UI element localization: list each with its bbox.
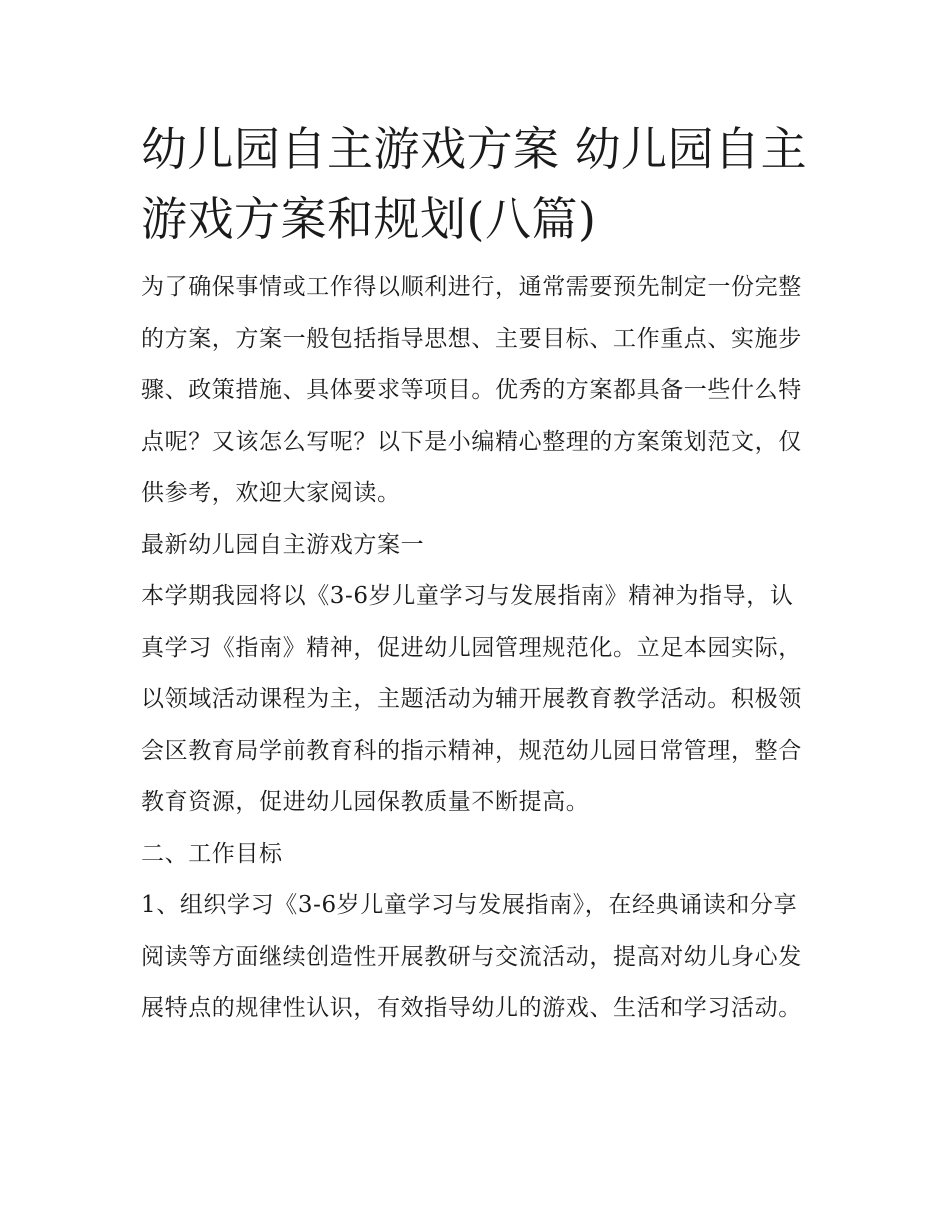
goal-item-1: 1、组织学习《3-6岁儿童学习与发展指南》，在经典诵读和分享阅读等方面继续创造性开展教研与交流活动，提高对幼儿身心发展特点的规律性认识，有效指导幼儿的游戏、生活和学习活动。 — [141, 892, 802, 1021]
section-heading-work-goals: 二、工作目标 — [141, 840, 283, 867]
document-body — [141, 114, 813, 1035]
intro-paragraph: 为了确保事情或工作得以顺利进行，通常需要预先制定一份完整的方案，方案一般包括指导思想、主要目标、工作重点、实施步骤、政策措施、具体要求等项目。优秀的方案都具备一些什么特点呢？又该怎么写呢？以下是小编精心整理的方案策划范文，仅供参考，欢迎大家阅读。 — [141, 274, 802, 506]
guiding-paragraph: 本学期我园将以《3-6岁儿童学习与发展指南》精神为指导，认真学习《指南》精神，促进幼儿园管理规范化。立足本园实际，以领域活动课程为主，主题活动为辅开展教育教学活动。积极领会区教育局学前教育科的指示精神，规范幼儿园日常管理，整合教育资源，促进幼儿园保教质量不断提高。 — [141, 583, 802, 815]
section-heading-plan-one: 最新幼儿园自主游戏方案一 — [141, 531, 425, 558]
document-title: 幼儿园自主游戏方案 幼儿园自主游戏方案和规划(八篇) — [141, 122, 808, 246]
